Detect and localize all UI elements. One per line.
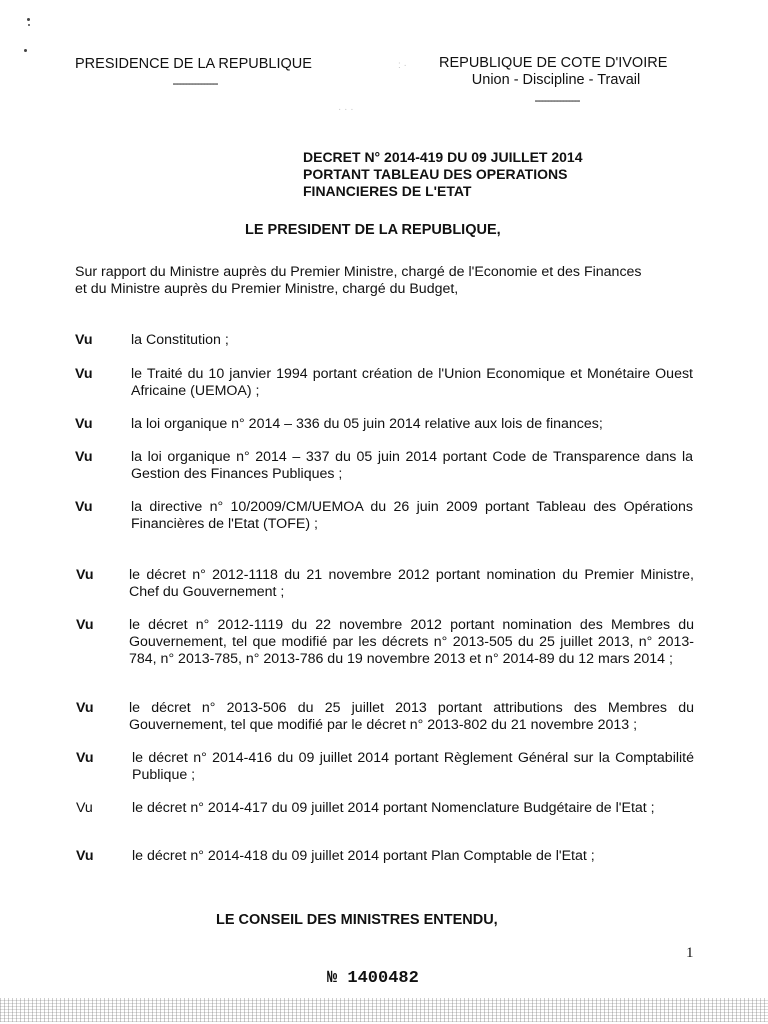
scan-speck xyxy=(24,49,27,52)
decree-title-line-3: FINANCIERES DE L'ETAT xyxy=(303,183,472,199)
preamble xyxy=(75,264,642,298)
header-right-dashes: --------------- xyxy=(534,93,580,107)
scan-speck xyxy=(27,18,30,21)
preamble-line-2: et du Ministre auprès du Premier Ministre, chargé du Budget, xyxy=(75,281,459,297)
vu-item-loi-2014-337: la loi organique n° 2014 – 337 du 05 juin 2014 portant Code de Transparence dans la Gestion des Finances Publiques ; xyxy=(131,449,693,482)
decree-title xyxy=(303,149,583,200)
header-right-motto: Union - Discipline - Travail xyxy=(471,72,641,88)
page-number: 1 xyxy=(686,945,694,961)
header-right-title: REPUBLIQUE DE COTE D'IVOIRE xyxy=(439,55,668,71)
scan-noise-band xyxy=(0,998,768,1022)
vu-item-loi-2014-336: la loi organique n° 2014 – 336 du 05 juin 2014 relative aux lois de finances; xyxy=(131,416,603,432)
header-left-dashes: --------------- xyxy=(172,76,218,90)
vu-label: Vu xyxy=(76,750,94,766)
vu-label: Vu xyxy=(75,416,93,432)
vu-label: Vu xyxy=(76,848,94,864)
preamble-line-1: Sur rapport du Ministre auprès du Premier Ministre, chargé de l'Economie et des Finances xyxy=(75,264,642,280)
decree-title-line-2: PORTANT TABLEAU DES OPERATIONS xyxy=(303,166,568,182)
president-heading: LE PRESIDENT DE LA REPUBLIQUE, xyxy=(245,222,501,238)
vu-item-decret-2013-506: le décret n° 2013-506 du 25 juillet 2013 portant attributions des Membres du Gouvernement, tel que modifié par le décret n° 2013-802 du 21 novembre 2013 ; xyxy=(129,700,694,733)
header-left-title: PRESIDENCE DE LA REPUBLIQUE xyxy=(75,56,312,72)
vu-label: Vu xyxy=(76,567,94,583)
vu-item-traite-uemoa: le Traité du 10 janvier 1994 portant création de l'Union Economique et Monétaire Ouest Africaine (UEMOA) ; xyxy=(131,366,693,399)
vu-label: Vu xyxy=(75,332,93,348)
vu-label: Vu xyxy=(75,449,93,465)
vu-label: Vu xyxy=(75,366,93,382)
scan-smudge: : · xyxy=(398,60,407,71)
vu-label: Vu xyxy=(76,800,93,816)
scan-speck xyxy=(28,24,30,26)
scan-smudge: · · · xyxy=(338,104,354,115)
vu-item-decret-2012-1118: le décret n° 2012-1118 du 21 novembre 2012 portant nomination du Premier Ministre, Chef du Gouvernement ; xyxy=(129,567,694,600)
vu-item-decret-2014-417: le décret n° 2014-417 du 09 juillet 2014 portant Nomenclature Budgétaire de l'Etat ; xyxy=(132,800,655,816)
vu-item-decret-2014-418: le décret n° 2014-418 du 09 juillet 2014 portant Plan Comptable de l'Etat ; xyxy=(132,848,595,864)
vu-label: Vu xyxy=(76,700,94,716)
decree-title-line-1: DECRET N° 2014-419 DU 09 JUILLET 2014 xyxy=(303,149,583,165)
vu-item-decret-2014-416: le décret n° 2014-416 du 09 juillet 2014 portant Règlement Général sur la Comptabilité Publique ; xyxy=(132,750,694,783)
vu-label: Vu xyxy=(76,617,94,633)
vu-label: Vu xyxy=(75,499,93,515)
vu-item-constitution: la Constitution ; xyxy=(131,332,229,348)
vu-item-directive-tofe: la directive n° 10/2009/CM/UEMOA du 26 juin 2009 portant Tableau des Opérations Financières de l'Etat (TOFE) ; xyxy=(131,499,693,532)
stamp-number: № 1400482 xyxy=(327,969,419,988)
vu-item-decret-2012-1119: le décret n° 2012-1119 du 22 novembre 2012 portant nomination des Membres du Gouvernement, tel que modifié par les décrets n° 2013-505 du 25 juillet 2013, n° 2013-784, n° 2013-785, n° 2013-786 du 19 novembre 2013 et n° 2014-89 du 12 mars 2014 ; xyxy=(129,617,694,667)
council-heading: LE CONSEIL DES MINISTRES ENTENDU, xyxy=(216,912,498,928)
